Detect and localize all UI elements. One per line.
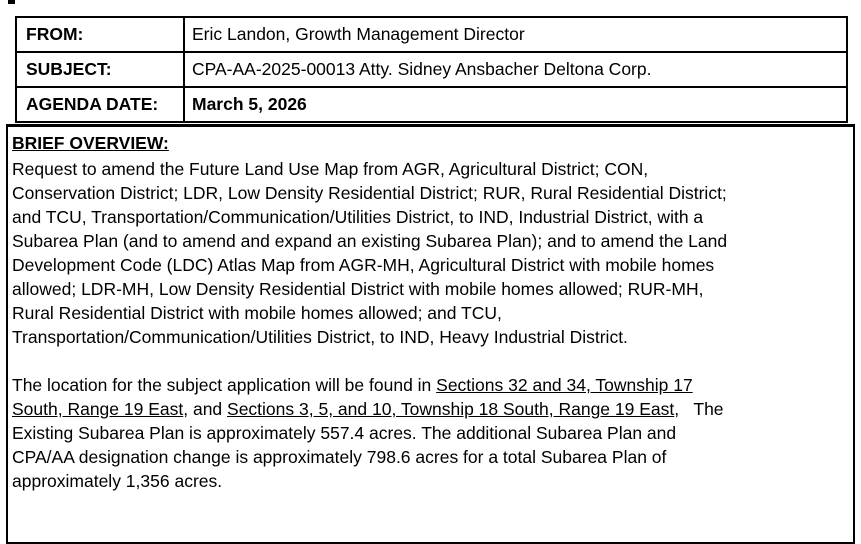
brief-overview-box xyxy=(6,124,855,544)
overview-paragraph xyxy=(12,373,847,493)
from-value: Eric Landon, Growth Management Director xyxy=(192,24,525,44)
overview-line xyxy=(12,421,847,445)
overview-line xyxy=(12,373,847,397)
overview-line xyxy=(12,325,847,349)
brief-overview-heading: BRIEF OVERVIEW: xyxy=(12,133,169,153)
header-row-subject xyxy=(17,53,846,88)
subject-label: SUBJECT: xyxy=(17,53,185,86)
overview-line xyxy=(12,253,847,277)
text-segment: Subarea Plan (and to amend and expand an existing Subarea Plan); and to amend the Land xyxy=(12,231,728,251)
text-segment: CPA/AA designation change is approximately 798.6 acres for a total Subarea Plan of xyxy=(12,447,667,467)
underlined-text-segment: South, Range 19 East xyxy=(12,399,184,419)
overview-line xyxy=(12,229,847,253)
agenda-date-label: AGENDA DATE: xyxy=(17,88,185,121)
text-segment: The location for the subject application will be found in xyxy=(12,375,437,395)
text-segment: approximately 1,356 acres. xyxy=(12,471,223,491)
text-segment: Conservation District; LDR, Low Density Residential District; RUR, Rural Residential District; xyxy=(12,183,727,203)
overview-line xyxy=(12,397,847,421)
text-segment: and TCU, Transportation/Communication/Utilities District, to IND, Industrial District, with a xyxy=(12,207,704,227)
from-label: FROM: xyxy=(17,18,185,51)
overview-line xyxy=(12,445,847,469)
subject-value: CPA-AA-2025-00013 Atty. Sidney Ansbacher Deltona Corp. xyxy=(192,59,652,79)
underlined-text-segment: Sections 32 and 34, Township 17 xyxy=(436,375,693,395)
overview-line xyxy=(12,157,847,181)
overview-line xyxy=(12,469,847,493)
agenda-date-value: March 5, 2026 xyxy=(192,94,307,114)
text-segment: Development Code (LDC) Atlas Map from AGR-MH, Agricultural District with mobile homes xyxy=(12,255,715,275)
text-segment: Request to amend the Future Land Use Map from AGR, Agricultural District; CON, xyxy=(12,159,649,179)
underlined-text-segment: Sections 3, 5, and 10, Township 18 South, Range 19 East xyxy=(227,399,675,419)
text-segment: , The xyxy=(674,399,724,419)
text-segment: allowed; LDR-MH, Low Density Residential District with mobile homes allowed; RUR-MH, xyxy=(12,279,704,299)
overview-paragraph xyxy=(12,157,847,349)
overview-line xyxy=(12,301,847,325)
text-segment: Rural Residential District with mobile homes allowed; and TCU, xyxy=(12,303,502,323)
header-row-agenda-date xyxy=(17,88,846,121)
memo-header-table xyxy=(15,16,848,123)
text-segment: Transportation/Communication/Utilities District, to IND, Heavy Industrial District. xyxy=(12,327,628,347)
overview-body xyxy=(12,157,847,493)
overview-line xyxy=(12,277,847,301)
text-segment: Existing Subarea Plan is approximately 557.4 acres. The additional Subarea Plan and xyxy=(12,423,677,443)
overview-line xyxy=(12,205,847,229)
overview-line xyxy=(12,181,847,205)
text-segment: , and xyxy=(183,399,228,419)
scan-edge-artifact xyxy=(8,0,15,4)
header-row-from xyxy=(17,18,846,53)
